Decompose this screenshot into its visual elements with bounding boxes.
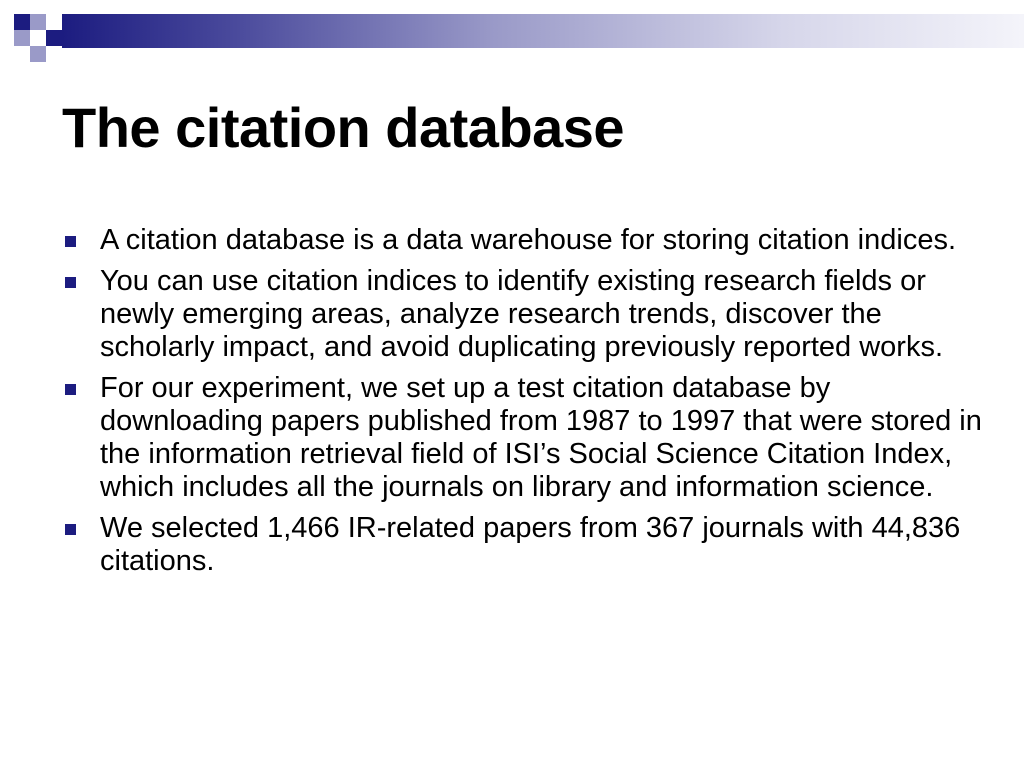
bullet-list [62, 224, 992, 586]
slide-title: The citation database [62, 96, 625, 159]
bullet-item [62, 224, 992, 257]
bullet-item [62, 372, 992, 504]
square-bullet-icon [65, 384, 76, 395]
header-gradient-band [62, 14, 1024, 48]
bullet-text: For our experiment, we set up a test citation database by downloading papers published from 1987 to 1997 that were stored in the information retrieval field of ISI’s Social Science Citation Index, which includes all the journals on library and information science. [100, 372, 982, 503]
bullet-text: We selected 1,466 IR-related papers from 367 journals with 44,836 citations. [100, 512, 961, 577]
bullet-text: You can use citation indices to identify existing research fields or newly emerging areas, analyze research trends, discover the scholarly impact, and avoid duplicating previously reported works. [100, 265, 944, 363]
bullet-item [62, 265, 992, 364]
bullet-text: A citation database is a data warehouse for storing citation indices. [100, 224, 957, 256]
square-bullet-icon [65, 277, 76, 288]
bullet-item [62, 512, 992, 578]
square-bullet-icon [65, 236, 76, 247]
square-bullet-icon [65, 524, 76, 535]
